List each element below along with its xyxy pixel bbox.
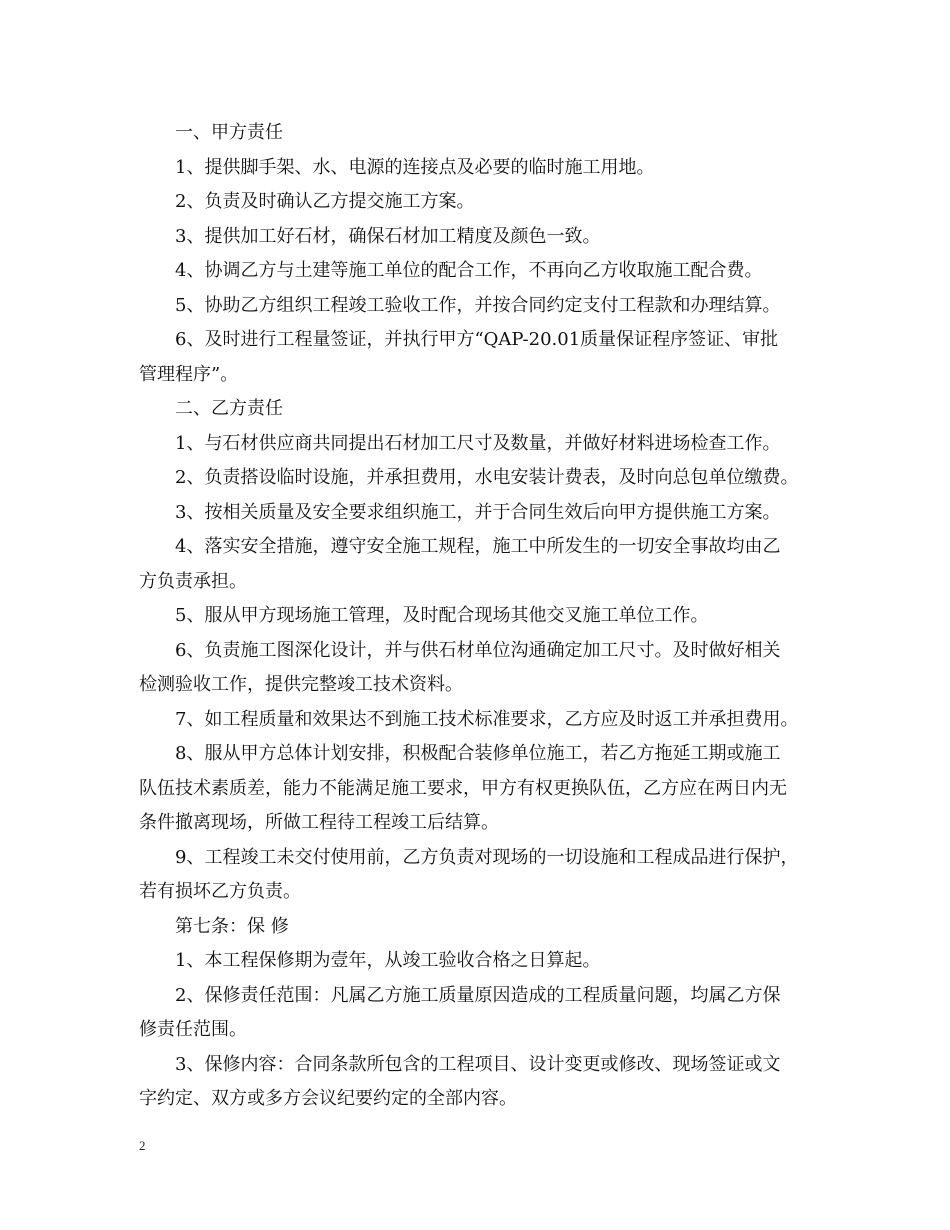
text-line: 1、本工程保修期为壹年，从竣工验收合格之日算起。 [175, 950, 601, 971]
text-line: 4、落实安全措施，遵守安全施工规程，施工中所发生的一切安全事故均由乙 [175, 536, 781, 557]
text-line: 修责任范围。 [139, 1019, 247, 1040]
text-line: 3、按相关质量及安全要求组织施工，并于合同生效后向甲方提供施工方案。 [175, 501, 781, 523]
text-line: 1、提供脚手架、水、电源的连接点及必要的临时施工用地。 [175, 156, 655, 178]
text-line: 6、负责施工图深化设计，并与供石材单位沟通确定加工尺寸。及时做好相关 [175, 639, 781, 661]
text-line: 若有损坏乙方负责。 [139, 881, 301, 902]
text-line: 方负责承担。 [139, 570, 247, 592]
text-line: 检测验收工作，提供完整竣工技术资料。 [139, 674, 463, 695]
text-line: 4、协调乙方与土建等施工单位的配合工作，不再向乙方收取施工配合费。 [175, 260, 763, 281]
text-line: 6、及时进行工程量签证，并执行甲方“QAP-20.01质量保证程序签证、审批 [175, 329, 779, 350]
page-number: 2 [139, 1138, 146, 1153]
text-line: 7、如工程质量和效果达不到施工技术标准要求，乙方应及时返工并承担费用。 [175, 708, 799, 730]
text-line: 2、保修责任范围：凡属乙方施工质量原因造成的工程质量问题，均属乙方保 [175, 984, 781, 1006]
text-line: 5、服从甲方现场施工管理，及时配合现场其他交叉施工单位工作。 [175, 605, 709, 626]
text-line: 2、负责及时确认乙方提交施工方案。 [175, 191, 475, 212]
text-line: 1、与石材供应商共同提出石材加工尺寸及数量，并做好材料进场检查工作。 [175, 432, 781, 454]
text-line: 二、乙方责任 [175, 398, 283, 419]
document-body [139, 116, 839, 1117]
text-line: 3、保修内容：合同条款所包含的工程项目、设计变更或修改、现场签证或文 [175, 1053, 781, 1075]
text-line: 管理程序”。 [139, 363, 239, 385]
text-line: 队伍技术素质差，能力不能满足施工要求，甲方有权更换队伍，乙方应在两日内无 [139, 777, 787, 799]
text-line: 3、提供加工好石材，确保石材加工精度及颜色一致。 [175, 225, 601, 247]
text-line: 9、工程竣工未交付使用前，乙方负责对现场的一切设施和工程成品进行保护， [175, 846, 799, 868]
text-line: 2、负责搭设临时设施，并承担费用，水电安装计费表，及时向总包单位缴费。 [175, 467, 799, 488]
text-line: 第七条：保 修 [175, 915, 289, 937]
text-line: 5、协助乙方组织工程竣工验收工作，并按合同约定支付工程款和办理结算。 [175, 294, 781, 316]
text-line: 条件撤离现场，所做工程待工程竣工后结算。 [139, 812, 499, 833]
text-line: 8、服从甲方总体计划安排，积极配合装修单位施工，若乙方拖延工期或施工 [175, 743, 781, 764]
text-line: 字约定、双方或多方会议纪要约定的全部内容。 [139, 1088, 517, 1109]
text-line: 一、甲方责任 [175, 122, 283, 143]
